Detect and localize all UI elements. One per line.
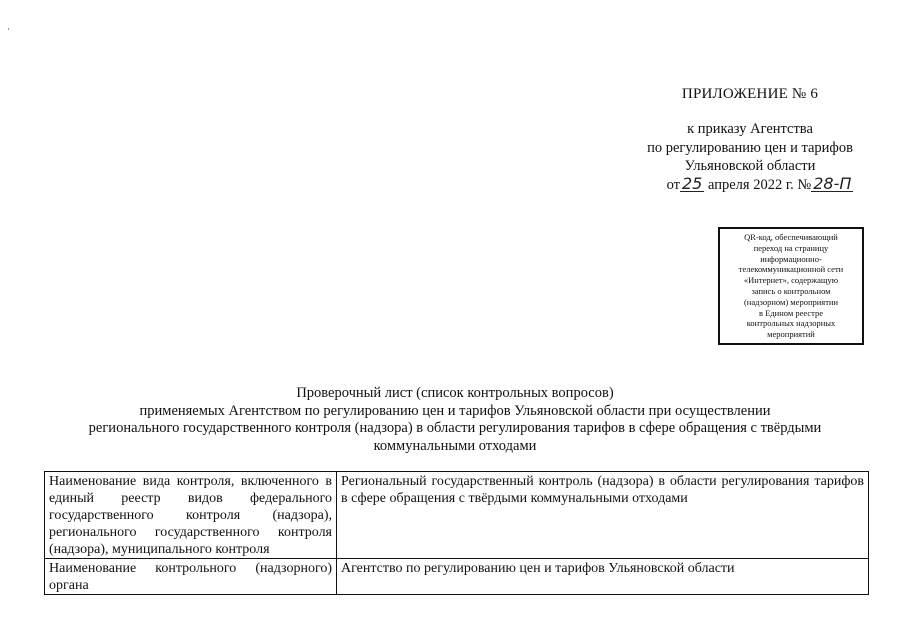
document-title-line-1: Проверочный лист (список контрольных вопросов)	[296, 385, 614, 401]
qr-box-line: «Интернет», содержащую	[743, 275, 839, 286]
qr-box-text	[739, 232, 843, 340]
control-type-value: Региональный государственный контроль (надзора) в области регулирования тарифов в сфере обращения с твёрдыми коммунальными отходами	[337, 472, 869, 559]
qr-box-line: информационно-	[760, 253, 822, 264]
qr-box-line: запись о контрольном	[751, 286, 831, 296]
document-title-line-2: применяемых Агентством по регулированию цен и тарифов Ульяновской области при осуществлении	[139, 402, 771, 419]
qr-box-line: в Едином реестре	[759, 307, 823, 318]
document-title-line-3: регионального государственного контроля (надзора) в области регулирования тарифов в сфере обращения с твёрдыми	[88, 420, 822, 436]
qr-box-line: переход на страницу	[753, 242, 829, 253]
order-date-line	[610, 173, 905, 195]
order-reference-line-2: по регулированию цен и тарифов	[647, 139, 853, 156]
qr-box-line: телекоммуникационной сети	[738, 264, 844, 275]
qr-box-line: QR-код, обеспечивающий	[744, 232, 838, 243]
table-row	[45, 559, 869, 595]
authority-value: Агентство по регулированию цен и тарифов Ульяновской области	[337, 559, 869, 595]
order-date-rest: апреля 2022 г. №	[707, 176, 812, 193]
order-reference-line-3: Ульяновской области	[684, 158, 816, 174]
qr-box-line: (надзорном) мероприятии	[743, 296, 839, 307]
authority-label: Наименование контрольного (надзорного) органа	[45, 559, 337, 595]
handwritten-order-number: 28-П	[813, 173, 852, 193]
margin-mark	[8, 28, 9, 30]
order-reference	[600, 120, 900, 194]
table-row	[45, 472, 869, 559]
qr-code-placeholder-box	[718, 227, 864, 345]
info-table	[44, 471, 869, 595]
control-type-label: Наименование вида контроля, включенного в единый реестр видов федерального государственного контроля (надзора), регионального государственного контроля (надзора), муниципального контроля	[45, 472, 337, 559]
qr-box-line: контрольных надзорных	[746, 318, 836, 329]
qr-box-line: мероприятий	[767, 329, 815, 340]
order-date-prefix: от	[666, 176, 680, 193]
document-title	[50, 385, 860, 455]
document-title-line-4: коммунальными отходами	[373, 437, 537, 454]
handwritten-day: 25	[682, 173, 703, 193]
appendix-title: ПРИЛОЖЕНИЕ № 6	[681, 86, 819, 102]
order-reference-line-1: к приказу Агентства	[687, 121, 813, 137]
